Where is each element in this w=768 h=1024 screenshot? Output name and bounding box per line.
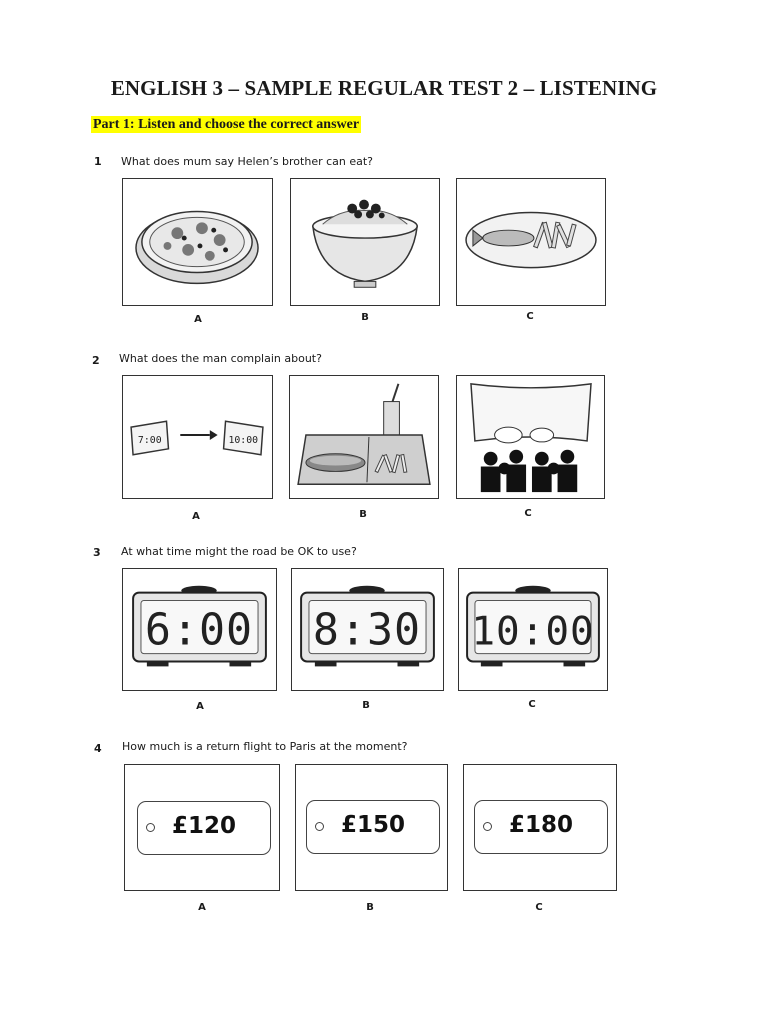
question-number: 3 — [93, 546, 101, 559]
part-heading: Part 1: Listen and choose the correct answer — [93, 117, 360, 132]
option-image[interactable] — [291, 568, 444, 691]
option-image[interactable] — [456, 178, 606, 306]
price-tag — [306, 800, 440, 854]
option-letter: A — [192, 511, 200, 522]
question-text: At what time might the road be OK to use? — [121, 545, 357, 558]
option-letter: A — [198, 902, 206, 913]
question-number: 2 — [92, 354, 100, 367]
option-letter: B — [361, 312, 369, 323]
option-letter: B — [366, 902, 374, 913]
digital-clock-icon — [292, 569, 443, 690]
option-letter: C — [535, 902, 543, 913]
option-image[interactable] — [122, 568, 277, 691]
delay-clocks-icon — [123, 376, 272, 498]
question-text: What does the man complain about? — [119, 352, 322, 365]
question-number: 1 — [94, 155, 102, 168]
option-image[interactable] — [456, 375, 605, 499]
price-tag — [474, 800, 608, 854]
option-letter: A — [196, 701, 204, 712]
option-letter: C — [526, 311, 534, 322]
option-letter: A — [194, 314, 202, 325]
price-label: £120 — [171, 813, 236, 839]
digital-clock-icon — [123, 569, 276, 690]
pizza-icon — [123, 179, 272, 305]
question-number: 4 — [94, 742, 102, 755]
clock-time: 8:30 — [312, 605, 422, 656]
food-tray-icon — [290, 376, 438, 498]
question-text: What does mum say Helen’s brother can eat? — [121, 155, 374, 168]
to-time: 10:00 — [228, 434, 259, 446]
fish-and-chips-icon — [457, 179, 605, 305]
option-letter: C — [524, 508, 532, 519]
clock-time: 10:00 — [471, 608, 595, 655]
cinema-audience-icon — [457, 376, 604, 498]
question-text: How much is a return flight to Paris at the moment? — [122, 740, 408, 753]
option-image[interactable] — [458, 568, 608, 691]
digital-clock-icon — [459, 569, 607, 690]
price-tag — [137, 801, 271, 855]
pasta-bowl-icon — [291, 179, 439, 305]
price-label: £150 — [340, 812, 405, 838]
from-time: 7:00 — [137, 434, 162, 446]
option-image[interactable] — [295, 764, 448, 891]
option-letter: B — [359, 509, 367, 520]
price-label: £180 — [508, 812, 573, 838]
option-image[interactable] — [290, 178, 440, 306]
option-image[interactable] — [122, 375, 273, 499]
page-title: ENGLISH 3 – SAMPLE REGULAR TEST 2 – LISTENING — [110, 76, 658, 100]
option-letter: C — [528, 699, 536, 710]
option-image[interactable] — [122, 178, 273, 306]
clock-time: 6:00 — [144, 605, 254, 656]
option-image[interactable] — [124, 764, 280, 891]
option-image[interactable] — [289, 375, 439, 499]
option-image[interactable] — [463, 764, 617, 891]
option-letter: B — [362, 700, 370, 711]
